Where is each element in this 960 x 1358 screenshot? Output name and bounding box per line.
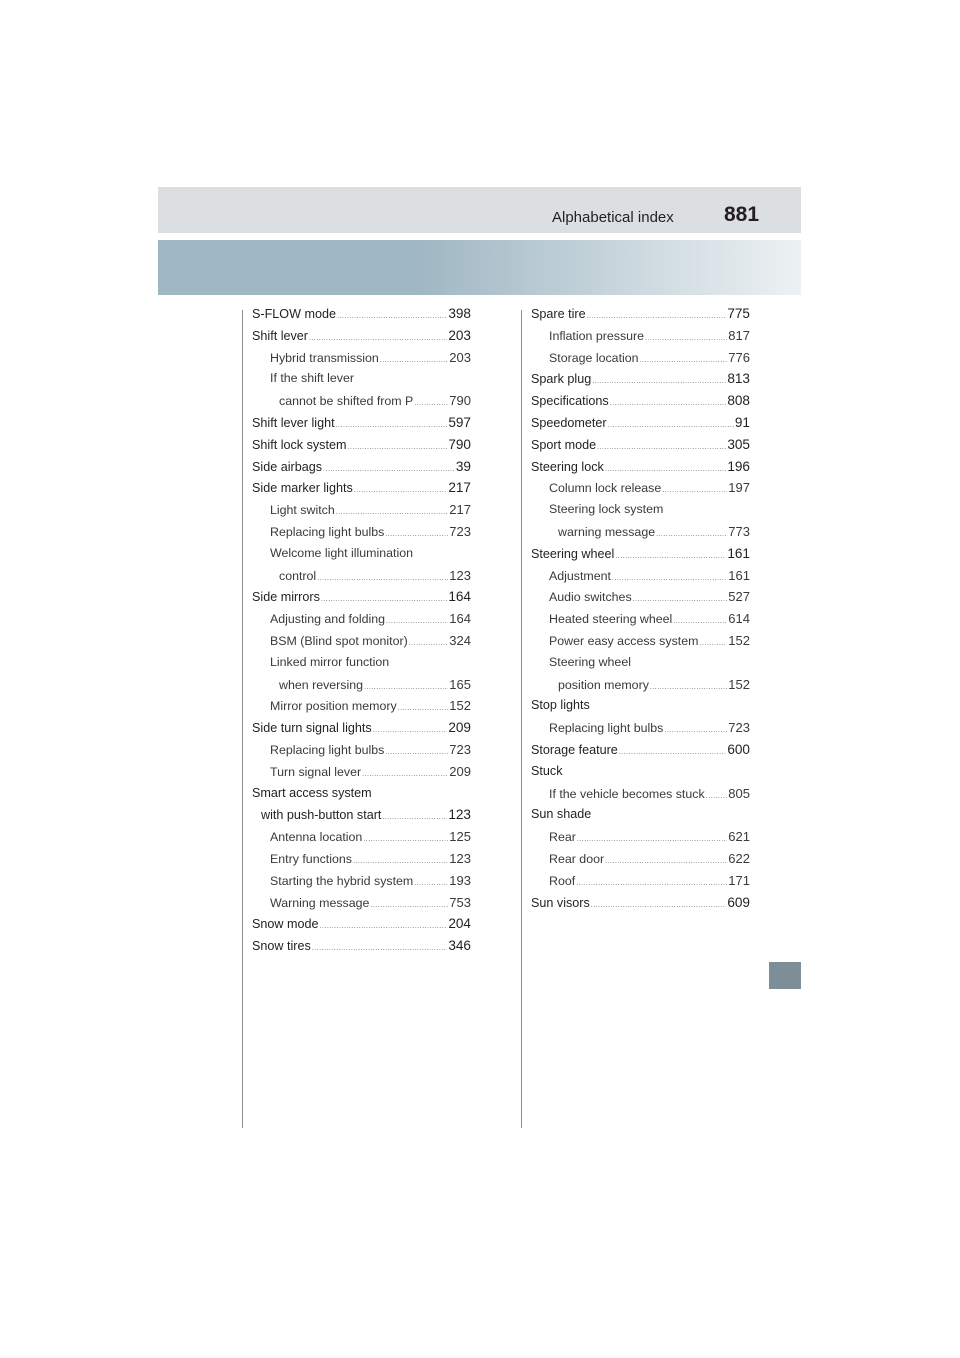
entry-page-number[interactable]: 773 xyxy=(728,523,750,539)
dot-leader xyxy=(380,357,449,364)
index-entry[interactable] xyxy=(252,611,471,633)
entry-page-number[interactable]: 165 xyxy=(449,676,471,692)
entry-term: Column lock release xyxy=(549,481,662,496)
dot-leader xyxy=(386,618,448,625)
index-entry[interactable] xyxy=(531,524,750,546)
index-entry[interactable] xyxy=(531,720,750,742)
entry-term: Adjustment xyxy=(549,568,611,583)
entry-page-number[interactable]: 123 xyxy=(449,567,471,583)
index-entry[interactable] xyxy=(252,807,471,829)
index-entry[interactable] xyxy=(531,786,750,808)
index-entry[interactable] xyxy=(252,568,471,590)
index-entry[interactable] xyxy=(252,655,471,677)
index-entry[interactable] xyxy=(531,611,750,633)
dot-leader xyxy=(353,858,448,865)
index-column-right xyxy=(531,306,750,916)
dot-leader xyxy=(363,836,448,843)
dot-leader xyxy=(398,705,449,712)
entry-term: Side mirrors xyxy=(252,590,320,605)
header-bar xyxy=(158,187,801,233)
entry-page-number[interactable]: 91 xyxy=(734,414,750,430)
index-column-left xyxy=(252,306,471,960)
index-entry[interactable] xyxy=(531,589,750,611)
entry-term: Stuck xyxy=(531,763,563,778)
dot-leader xyxy=(592,378,726,385)
entry-term: Spare tire xyxy=(531,307,586,321)
index-entry[interactable] xyxy=(252,677,471,699)
entry-term: Steering lock system xyxy=(549,502,664,517)
entry-page-number[interactable]: 614 xyxy=(728,611,750,627)
index-entry[interactable] xyxy=(252,829,471,851)
index-entry[interactable] xyxy=(531,829,750,851)
entry-page-number[interactable]: 193 xyxy=(449,872,471,888)
entry-term: Snow mode xyxy=(252,917,319,932)
index-entry[interactable] xyxy=(252,873,471,895)
entry-page-number[interactable]: 527 xyxy=(728,589,750,605)
dot-leader xyxy=(385,749,448,756)
index-entry[interactable] xyxy=(531,437,750,459)
page-number: 881 xyxy=(724,203,760,226)
index-entry[interactable] xyxy=(252,371,471,393)
entry-page-number[interactable]: 197 xyxy=(728,480,750,496)
index-entry[interactable] xyxy=(531,851,750,873)
entry-term: Steering wheel xyxy=(549,654,631,669)
dot-leader xyxy=(309,335,447,342)
entry-term: Power easy access system xyxy=(549,633,699,648)
entry-term: position memory xyxy=(558,677,649,692)
entry-page-number[interactable]: 621 xyxy=(728,829,750,845)
index-entry[interactable] xyxy=(252,350,471,372)
entry-page-number[interactable]: 204 xyxy=(448,916,471,932)
index-entry[interactable] xyxy=(531,655,750,677)
entry-term: Sun shade xyxy=(531,807,592,822)
dot-leader xyxy=(605,858,727,865)
entry-page-number[interactable]: 723 xyxy=(449,741,471,757)
entry-term: Audio switches xyxy=(549,590,632,605)
page-title: Alphabetical index xyxy=(552,209,674,226)
entry-term: Storage location xyxy=(549,350,639,365)
entry-term: Replacing light bulbs xyxy=(270,742,385,757)
entry-page-number[interactable]: 808 xyxy=(727,393,750,409)
dot-leader xyxy=(608,422,734,429)
entry-page-number[interactable]: 164 xyxy=(449,611,471,627)
dot-leader xyxy=(576,880,727,887)
entry-term: Starting the hybrid system xyxy=(270,873,414,888)
entry-term: Spark plug xyxy=(531,372,592,387)
index-entry[interactable] xyxy=(252,851,471,873)
column-divider-right xyxy=(521,310,522,1128)
entry-term: Shift lock system xyxy=(252,437,347,452)
index-entry[interactable] xyxy=(531,568,750,590)
entry-term: Roof xyxy=(549,873,576,888)
entry-term: Sun visors xyxy=(531,895,590,910)
dot-leader xyxy=(320,923,448,930)
dot-leader xyxy=(662,487,727,494)
dot-leader xyxy=(414,400,448,407)
index-entry[interactable] xyxy=(531,328,750,350)
entry-term: Smart access system xyxy=(252,785,372,800)
index-entry[interactable] xyxy=(252,328,471,350)
entry-term: Side marker lights xyxy=(252,481,353,496)
entry-term: Side turn signal lights xyxy=(252,721,372,736)
entry-term: Replacing light bulbs xyxy=(549,721,664,736)
entry-term: Shift lever light xyxy=(252,415,335,430)
index-entry[interactable] xyxy=(531,306,750,328)
entry-term: Rear xyxy=(549,830,576,845)
entry-term: Turn signal lever xyxy=(270,764,362,779)
entry-page-number[interactable]: 125 xyxy=(449,829,471,845)
entry-page-number[interactable]: 817 xyxy=(728,327,750,343)
entry-page-number[interactable]: 775 xyxy=(727,306,750,321)
entry-page-number[interactable]: 723 xyxy=(449,523,471,539)
dot-leader xyxy=(373,727,448,734)
entry-page-number[interactable]: 597 xyxy=(448,414,471,430)
dot-leader xyxy=(706,793,728,800)
entry-page-number[interactable]: 171 xyxy=(728,872,750,888)
index-entry[interactable] xyxy=(531,546,750,568)
entry-term: Adjusting and folding xyxy=(270,612,386,627)
dot-leader xyxy=(597,444,726,451)
entry-page-number[interactable]: 324 xyxy=(449,632,471,648)
entry-term: Shift lever xyxy=(252,328,308,343)
entry-page-number[interactable]: 217 xyxy=(449,502,471,518)
entry-page-number[interactable]: 805 xyxy=(728,785,750,801)
dot-leader xyxy=(673,618,727,625)
index-entry[interactable] xyxy=(531,677,750,699)
index-entry[interactable] xyxy=(252,306,471,328)
index-entry[interactable] xyxy=(252,393,471,415)
entry-term: S-FLOW mode xyxy=(252,307,336,321)
entry-page-number[interactable]: 217 xyxy=(448,480,471,496)
entry-term: Inflation pressure xyxy=(549,328,645,343)
dot-leader xyxy=(354,487,448,494)
index-entry[interactable] xyxy=(252,415,471,437)
dot-leader xyxy=(633,596,728,603)
index-entry[interactable] xyxy=(531,633,750,655)
dot-leader xyxy=(577,836,727,843)
entry-page-number[interactable]: 398 xyxy=(448,306,471,321)
dot-leader xyxy=(336,422,448,429)
index-entry[interactable] xyxy=(531,764,750,786)
entry-term: with push-button start xyxy=(261,808,382,823)
entry-page-number[interactable]: 753 xyxy=(449,894,471,910)
dot-leader xyxy=(605,466,727,473)
entry-term: Welcome light illumination xyxy=(270,545,414,560)
entry-term: control xyxy=(279,568,317,583)
dot-leader xyxy=(645,335,727,342)
entry-term: If the shift lever xyxy=(270,371,355,386)
dot-leader xyxy=(362,771,448,778)
index-entry[interactable] xyxy=(531,415,750,437)
index-entry[interactable] xyxy=(531,350,750,372)
index-entry[interactable] xyxy=(252,589,471,611)
entry-page-number[interactable]: 790 xyxy=(449,393,471,409)
entry-page-number[interactable]: 609 xyxy=(727,894,750,910)
entry-term: BSM (Blind spot monitor) xyxy=(270,633,408,648)
entry-page-number[interactable]: 813 xyxy=(727,371,750,387)
entry-page-number[interactable]: 152 xyxy=(728,632,750,648)
index-entry[interactable] xyxy=(252,916,471,938)
entry-term: when reversing xyxy=(279,677,364,692)
index-entry[interactable] xyxy=(252,437,471,459)
dot-leader xyxy=(321,596,447,603)
index-entry[interactable] xyxy=(252,698,471,720)
entry-term: Specifications xyxy=(531,394,609,409)
entry-term: Rear door xyxy=(549,851,605,866)
dot-leader xyxy=(370,902,448,909)
entry-term: Sport mode xyxy=(531,437,597,452)
entry-page-number[interactable]: 790 xyxy=(448,436,471,452)
entry-term: Light switch xyxy=(270,503,335,518)
dot-leader xyxy=(414,880,448,887)
dot-leader xyxy=(347,444,447,451)
column-divider-left xyxy=(242,310,243,1128)
index-entry[interactable] xyxy=(252,546,471,568)
index-entry[interactable] xyxy=(531,502,750,524)
decorative-band xyxy=(158,240,801,295)
index-entry[interactable] xyxy=(252,720,471,742)
dot-leader xyxy=(385,531,448,538)
entry-term: Mirror position memory xyxy=(270,699,397,714)
dot-leader xyxy=(364,684,448,691)
index-entry[interactable] xyxy=(531,742,750,764)
entry-term: Warning message xyxy=(270,895,370,910)
dot-leader xyxy=(591,902,727,909)
index-entry[interactable] xyxy=(252,786,471,808)
entry-page-number[interactable]: 152 xyxy=(728,676,750,692)
entry-page-number[interactable]: 305 xyxy=(727,436,750,452)
index-entry[interactable] xyxy=(252,764,471,786)
entry-page-number[interactable]: 123 xyxy=(449,850,471,866)
index-entry[interactable] xyxy=(531,480,750,502)
dot-leader xyxy=(409,640,449,647)
entry-page-number[interactable]: 123 xyxy=(448,807,471,823)
entry-term: Antenna location xyxy=(270,830,363,845)
index-entry[interactable] xyxy=(252,524,471,546)
dot-leader xyxy=(382,814,447,821)
index-entry[interactable] xyxy=(252,938,471,960)
index-entry[interactable] xyxy=(531,698,750,720)
entry-page-number[interactable]: 196 xyxy=(727,458,750,474)
index-entry[interactable] xyxy=(531,459,750,481)
entry-page-number[interactable]: 209 xyxy=(448,720,471,736)
entry-term: Stop lights xyxy=(531,698,590,713)
dot-leader xyxy=(619,749,726,756)
dot-leader xyxy=(312,945,448,952)
dot-leader xyxy=(323,466,455,473)
entry-page-number[interactable]: 164 xyxy=(448,589,471,605)
entry-page-number[interactable]: 152 xyxy=(449,698,471,714)
entry-term: Entry functions xyxy=(270,851,352,866)
section-tab xyxy=(769,962,801,989)
entry-term: Hybrid transmission xyxy=(270,350,379,365)
entry-page-number[interactable]: 346 xyxy=(448,938,471,954)
entry-page-number[interactable]: 600 xyxy=(727,741,750,757)
index-entry[interactable] xyxy=(531,371,750,393)
entry-term: Storage feature xyxy=(531,742,618,757)
dot-leader xyxy=(650,684,727,691)
index-entry[interactable] xyxy=(252,895,471,917)
index-entry[interactable] xyxy=(531,873,750,895)
dot-leader xyxy=(615,553,726,560)
index-entry[interactable] xyxy=(252,502,471,524)
entry-term: If the vehicle becomes stuck xyxy=(549,786,705,801)
index-entry[interactable] xyxy=(531,807,750,829)
index-entry[interactable] xyxy=(252,742,471,764)
entry-page-number[interactable]: 161 xyxy=(727,545,750,561)
dot-leader xyxy=(610,400,727,407)
dot-leader xyxy=(337,313,447,320)
index-entry[interactable] xyxy=(252,480,471,502)
entry-term: cannot be shifted from P xyxy=(279,394,414,409)
entry-page-number[interactable]: 161 xyxy=(728,567,750,583)
entry-term: Steering wheel xyxy=(531,546,615,561)
entry-term: warning message xyxy=(558,524,656,539)
index-entry[interactable] xyxy=(531,393,750,415)
index-entry[interactable] xyxy=(531,895,750,917)
entry-term: Speedometer xyxy=(531,415,607,430)
entry-page-number[interactable]: 776 xyxy=(728,349,750,365)
entry-term: Snow tires xyxy=(252,939,311,954)
entry-page-number[interactable]: 209 xyxy=(449,763,471,779)
entry-page-number[interactable]: 203 xyxy=(448,327,471,343)
entry-term: Heated steering wheel xyxy=(549,612,673,627)
entry-term: Replacing light bulbs xyxy=(270,524,385,539)
entry-term: Steering lock xyxy=(531,459,604,474)
entry-page-number[interactable]: 622 xyxy=(728,850,750,866)
dot-leader xyxy=(612,575,727,582)
dot-leader xyxy=(656,531,727,538)
dot-leader xyxy=(640,357,728,364)
dot-leader xyxy=(699,640,727,647)
dot-leader xyxy=(664,727,727,734)
dot-leader xyxy=(336,509,449,516)
entry-page-number[interactable]: 203 xyxy=(449,349,471,365)
entry-page-number[interactable]: 39 xyxy=(455,458,471,474)
dot-leader xyxy=(587,313,727,320)
index-entry[interactable] xyxy=(252,633,471,655)
entry-term: Side airbags xyxy=(252,459,323,474)
index-entry[interactable] xyxy=(252,459,471,481)
dot-leader xyxy=(317,575,448,582)
entry-page-number[interactable]: 723 xyxy=(728,720,750,736)
entry-term: Linked mirror function xyxy=(270,654,390,669)
